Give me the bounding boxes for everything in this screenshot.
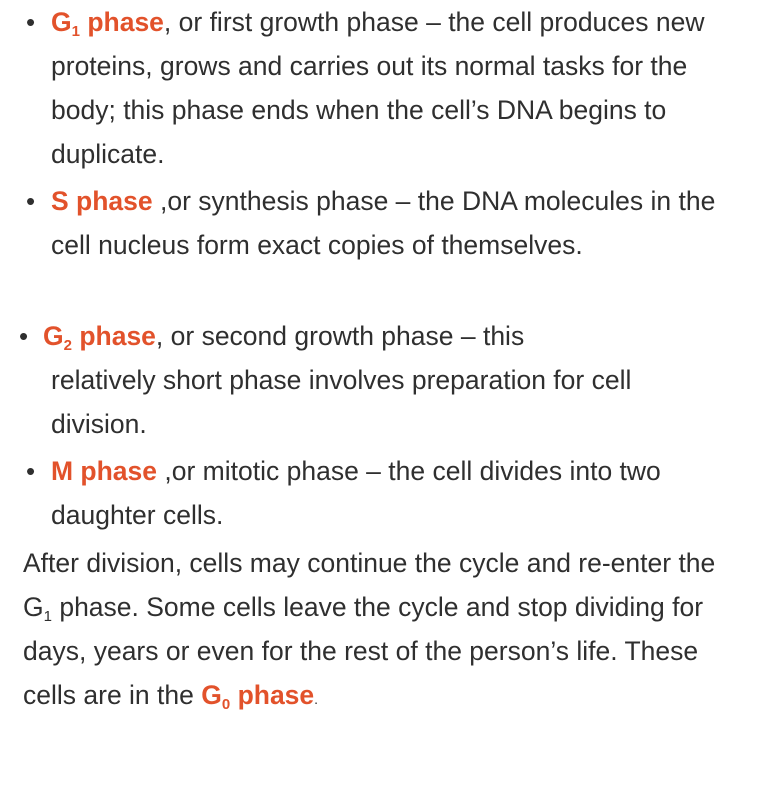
closing-text-part2: phase. Some cells leave the cycle and stop dividing for days, years or even for the rest of the person’s life. These cells are in the	[23, 592, 704, 710]
phase-description: ,or synthesis phase – the DNA molecules in the cell nucleus form exact copies of themselves.	[51, 186, 716, 260]
bullet: •	[26, 456, 36, 486]
g0-term-letter: G	[201, 680, 222, 710]
phase-term-suffix: phase	[71, 321, 156, 351]
phase-first-line	[43, 314, 524, 358]
bullet: •	[19, 321, 29, 351]
phase-term-subscript: 2	[63, 337, 72, 354]
phase-continuation: relatively short phase involves preparation for cell division.	[51, 365, 632, 439]
phase-term	[51, 7, 164, 40]
phase-term-subscript: 1	[71, 23, 80, 40]
bullet: •	[26, 186, 36, 216]
list-item-text	[51, 449, 731, 537]
phase-term-letter: G	[43, 321, 64, 351]
phase-term: M phase	[51, 456, 158, 486]
list-item-text	[51, 0, 731, 176]
closing-text-part1: After division, cells may continue the cycle and re-enter the G	[23, 548, 716, 622]
phase-term: S phase	[51, 186, 153, 216]
closing-paragraph	[23, 541, 743, 721]
g0-phase-term	[201, 680, 315, 713]
phase-description-line1: , or second growth phase – this	[155, 321, 525, 351]
closing-subscript: 1	[43, 608, 52, 625]
phase-term-suffix: phase	[79, 7, 164, 37]
phase-term-letter: G	[51, 7, 72, 37]
phase-description: ,or mitotic phase – the cell divides into two daughter cells.	[51, 456, 661, 530]
g0-term-suffix: phase	[230, 680, 315, 710]
closing-period: .	[314, 691, 319, 707]
phase-term	[43, 321, 156, 354]
list-item-text	[51, 179, 731, 267]
g0-term-subscript: 0	[221, 696, 231, 713]
bullet: •	[26, 7, 36, 37]
phase-description: , or first growth phase – the cell produces new proteins, grows and carries out its normal tasks for the body; this phase ends when the cell’s DNA begins to duplicate.	[51, 7, 705, 169]
